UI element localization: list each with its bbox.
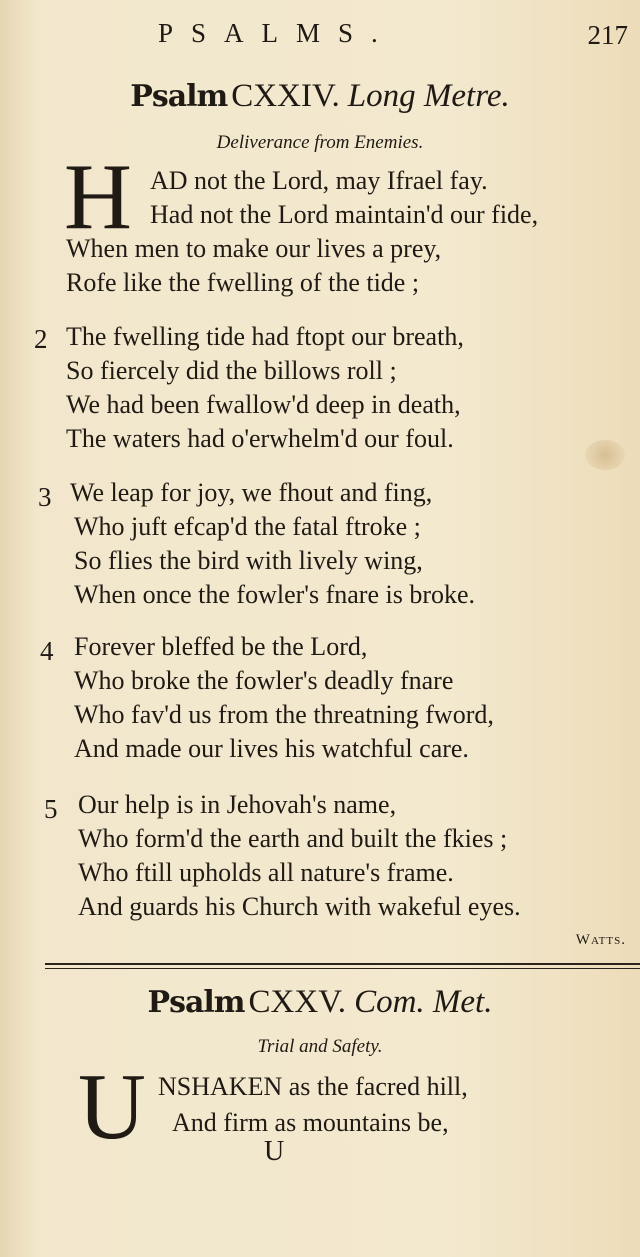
verse-line: The fwelling tide had ftopt our breath, xyxy=(66,322,464,351)
verse-line: NSHAKEN as the facred hill, xyxy=(158,1072,468,1101)
stanza-number: 4 xyxy=(40,636,54,666)
psalm-number: CXXV. xyxy=(248,984,347,1020)
psalm-metre: Com. Met. xyxy=(354,984,493,1020)
section-rule xyxy=(45,968,640,969)
psalm-heading xyxy=(0,984,640,1021)
verse-line: So flies the bird with lively wing, xyxy=(74,546,423,575)
psalm-subtitle: Deliverance from Enemies. xyxy=(216,132,424,153)
psalm-word: Psalm xyxy=(130,79,228,114)
verse-line: Rofe like the fwelling of the tide ; xyxy=(66,268,420,297)
psalm-word: Psalm xyxy=(147,985,245,1020)
drop-capital: H xyxy=(64,145,132,249)
running-title: PSALMS. xyxy=(158,18,396,48)
verse-line: Our help is in Jehovah's name, xyxy=(78,790,397,819)
verse-line: Who fav'd us from the threatning fword, xyxy=(74,700,494,729)
verse-line: We leap for joy, we fhout and fing, xyxy=(70,478,433,507)
running-head xyxy=(0,14,640,54)
verse-line: The waters had o'erwhelm'd our foul. xyxy=(66,424,454,453)
verse-line: So fiercely did the billows roll ; xyxy=(66,356,397,385)
verse-line: Who juft efcap'd the fatal ftroke ; xyxy=(74,512,421,541)
verse-line: Who broke the fowler's deadly fnare xyxy=(74,666,454,695)
verse-line: Who form'd the earth and built the fkies ; xyxy=(78,824,508,853)
stanza-number: 3 xyxy=(38,482,52,512)
verse-line: And made our lives his watchful care. xyxy=(74,734,469,763)
verse-line: Had not the Lord maintain'd our fide, xyxy=(150,200,539,229)
verse-line: AD not the Lord, may Ifrael fay. xyxy=(150,166,488,195)
section-rule xyxy=(45,963,640,965)
verse-line: Who ftill upholds all nature's frame. xyxy=(78,858,454,887)
verse-line: Forever bleffed be the Lord, xyxy=(74,632,368,661)
verse-line: When once the fowler's fnare is broke. xyxy=(74,580,476,609)
verse-line: And firm as mountains be, xyxy=(172,1108,449,1137)
page-number: 217 xyxy=(587,20,628,50)
verse-line: And guards his Church with wakeful eyes. xyxy=(78,892,521,921)
attribution: Watts. xyxy=(575,932,626,948)
verse-line: When men to make our lives a prey, xyxy=(66,234,442,263)
catchword: U xyxy=(264,1136,285,1167)
paper-stain xyxy=(585,440,625,470)
psalm-number: CXXIV. xyxy=(231,78,340,114)
drop-capital: U xyxy=(78,1055,146,1159)
verse-line: We had been fwallow'd deep in death, xyxy=(66,390,461,419)
stanza-number: 2 xyxy=(34,324,48,354)
psalm-subtitle: Trial and Safety. xyxy=(257,1036,383,1057)
psalm-metre: Long Metre. xyxy=(347,78,510,114)
psalm-heading xyxy=(0,78,640,115)
stanza-number: 5 xyxy=(44,794,58,824)
